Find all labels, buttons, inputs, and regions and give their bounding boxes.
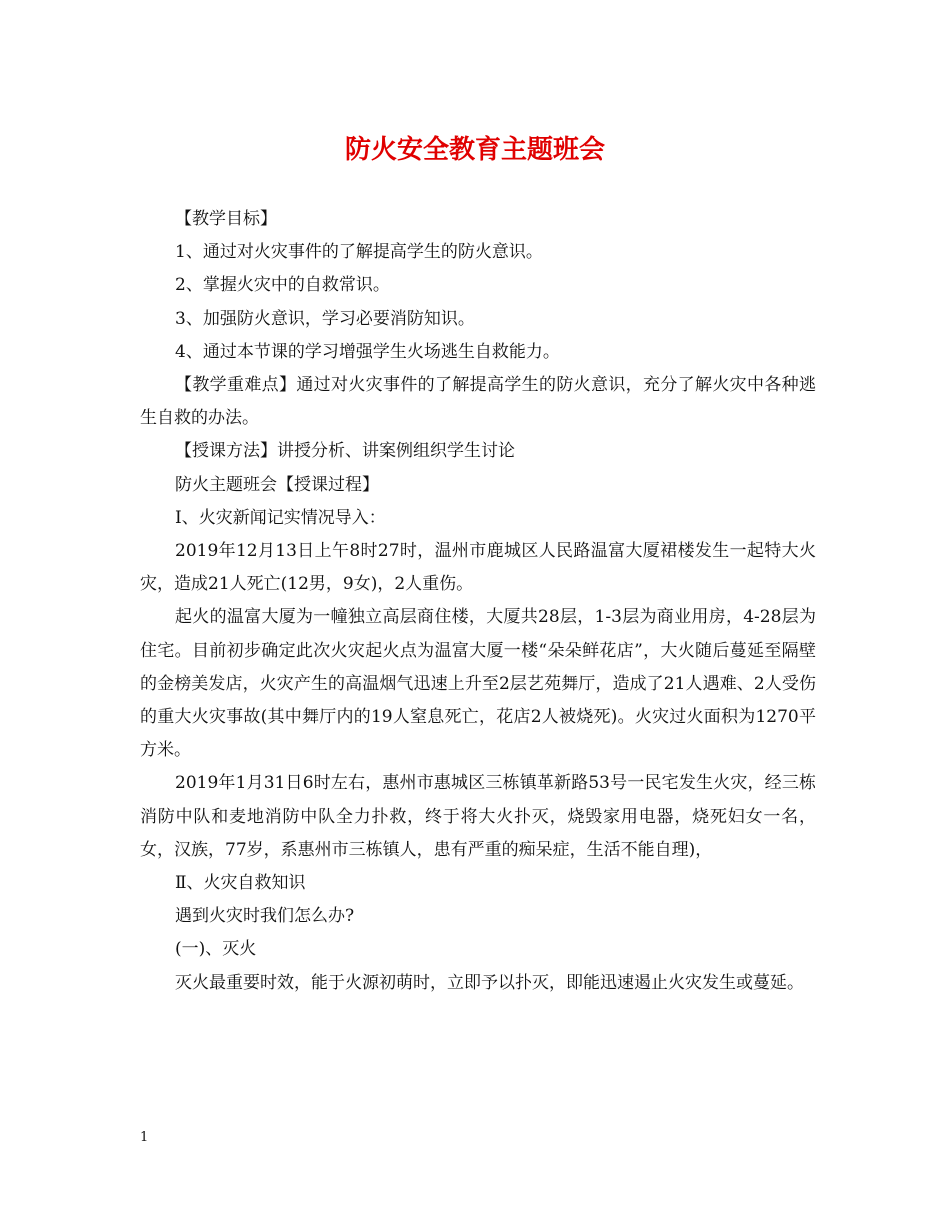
paragraph: 3、加强防火意识，学习必要消防知识。: [175, 308, 475, 329]
paragraph: 【教学目标】: [175, 209, 277, 229]
paragraph: 起火的温富大厦为一幢独立高层商住楼，大厦共28层，1-3层为商业用房，4-28层为住宅。目前初步确定此次火灾起火点为温富大厦一楼“朵朵鲜花店”，大火随后蔓延至隔壁的金榜美发店，火灾产生的高温烟气迅速上升至2层艺苑舞厅，造成了21人遇难、2人受伤的重大火灾事故(其中舞厅内的19人窒息死亡，花店2人被烧死)。火灾过火面积为1270平方米。: [140, 607, 816, 761]
paragraph: 1、通过对火灾事件的了解提高学生的防火意识。: [175, 242, 543, 263]
paragraph: Ⅱ、火灾自救知识: [175, 873, 306, 894]
paragraph: 灭火最重要时效，能于火源初萌时，立即予以扑灭，即能迅速遏止火灾发生或蔓延。: [175, 972, 804, 993]
paragraph: 2019年12月13日上午8时27时，温州市鹿城区人民路温富大厦裙楼发生一起特大火灾，造成21人死亡(12男，9女)，2人重伤。: [140, 541, 816, 595]
paragraph: 2019年1月31日6时左右，惠州市惠城区三栋镇革新路53号一民宅发生火灾，经三栋消防中队和麦地消防中队全力扑救，终于将大火扑灭，烧毁家用电器，烧死妇女一名，女，汉族，77岁，系惠州市三栋镇人，患有严重的痴呆症，生活不能自理)，: [140, 773, 816, 860]
paragraph: 4、通过本节课的学习增强学生火场逃生自救能力。: [175, 341, 560, 362]
paragraph: 【授课方法】讲授分析、讲案例组织学生讨论: [175, 441, 515, 462]
page-number: 1: [140, 1130, 149, 1145]
paragraph: Ⅰ、火灾新闻记实情况导入：: [175, 507, 386, 528]
paragraph: 遇到火灾时我们怎么办?: [175, 906, 355, 927]
paragraph: 2、掌握火灾中的自救常识。: [175, 275, 390, 296]
document-body: [140, 203, 816, 1000]
document-title: 防火安全教育主题班会: [344, 135, 605, 165]
paragraph: 【教学重难点】通过对火灾事件的了解提高学生的防火意识，充分了解火灾中各种逃生自救的办法。: [140, 375, 816, 429]
paragraph: 防火主题班会【授课过程】: [175, 474, 379, 495]
paragraph: (一)、灭火: [175, 939, 257, 960]
